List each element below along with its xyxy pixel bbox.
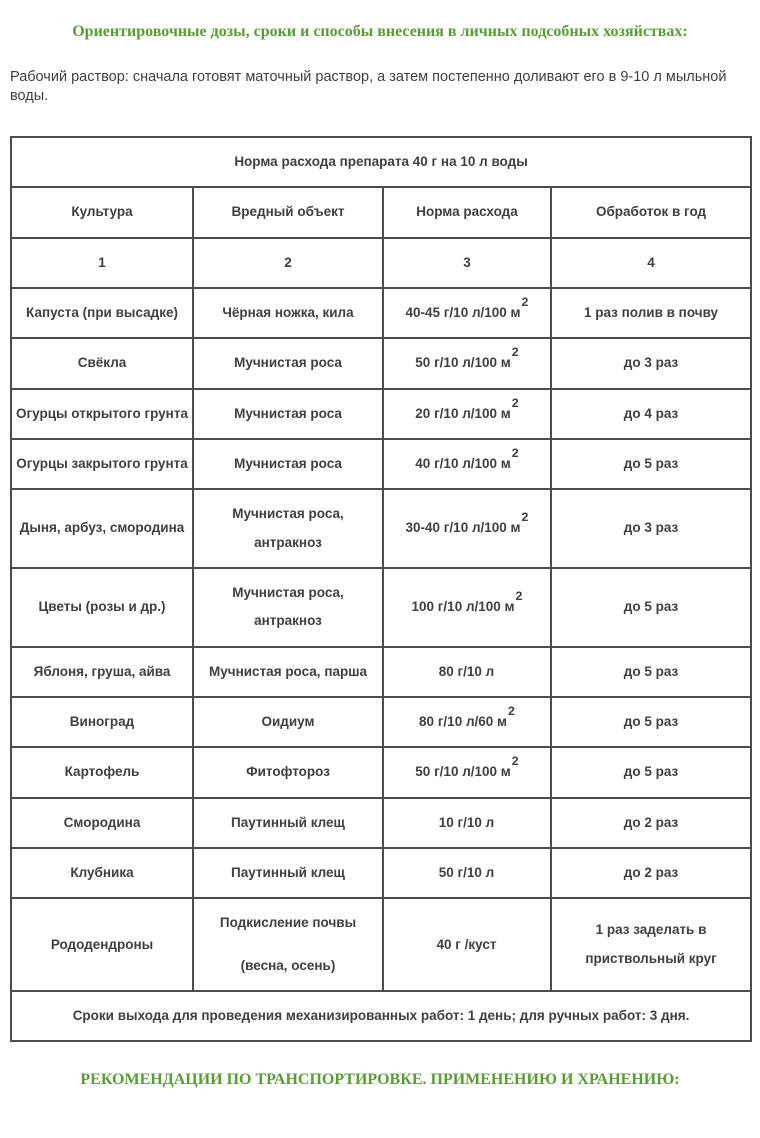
table-row bbox=[11, 288, 751, 338]
cell-treatments: до 2 раз bbox=[551, 848, 751, 898]
table-row bbox=[11, 798, 751, 848]
cell-norm: 50 г/10 л bbox=[383, 848, 551, 898]
cell-pest: Мучнистая роса bbox=[193, 389, 383, 439]
cell-treatments: до 5 раз bbox=[551, 647, 751, 697]
cell-culture: Свёкла bbox=[11, 338, 193, 388]
cell-norm: 100 г/10 л/100 $м^2$ bbox=[383, 568, 551, 647]
cell-pest: Оидиум bbox=[193, 697, 383, 747]
dosage-table bbox=[10, 136, 752, 1043]
table-caption: Норма расхода препарата 40 г на 10 л воды bbox=[11, 137, 751, 187]
cell-treatments: 1 раз заделать в приствольный круг bbox=[551, 898, 751, 991]
cell-pest: Подкисление почвы (весна, осень) bbox=[193, 898, 383, 991]
cell-norm: 10 г/10 л bbox=[383, 798, 551, 848]
cell-pest: Паутинный клещ bbox=[193, 798, 383, 848]
cell-culture: Клубника bbox=[11, 848, 193, 898]
superscript: 2 bbox=[511, 345, 519, 360]
cell-culture: Огурцы открытого грунта bbox=[11, 389, 193, 439]
intro-paragraph: Рабочий раствор: сначала готовят маточный раствор, а затем постепенно доливают его в 9-10 л мыльной воды. bbox=[10, 69, 727, 105]
cell-culture: Цветы (розы и др.) bbox=[11, 568, 193, 647]
cell-culture: Капуста (при высадке) bbox=[11, 288, 193, 338]
cell-norm: 80 г/10 л bbox=[383, 647, 551, 697]
cell-pest: Паутинный клещ bbox=[193, 848, 383, 898]
table-row bbox=[11, 848, 751, 898]
table-footer-note: Сроки выхода для проведения механизированных работ: 1 день; для ручных работ: 3 дня. bbox=[11, 991, 751, 1041]
column-number: 2 bbox=[193, 238, 383, 288]
cell-treatments: до 4 раз bbox=[551, 389, 751, 439]
table-caption-row bbox=[11, 137, 751, 187]
cell-pest: Мучнистая роса, парша bbox=[193, 647, 383, 697]
cell-norm: 50 г/10 л/100 $м^2$ bbox=[383, 338, 551, 388]
table-row bbox=[11, 389, 751, 439]
table-row bbox=[11, 489, 751, 568]
cell-treatments: до 5 раз bbox=[551, 568, 751, 647]
superscript: 2 bbox=[511, 754, 519, 769]
cell-norm: 30-40 г/10 л/100 $м^2$ bbox=[383, 489, 551, 568]
cell-culture: Яблоня, груша, айва bbox=[11, 647, 193, 697]
table-row bbox=[11, 898, 751, 991]
cell-norm: 80 г/10 л/60 $м^2$ bbox=[383, 697, 551, 747]
table-row bbox=[11, 697, 751, 747]
superscript: 2 bbox=[521, 294, 529, 309]
table-footer-row bbox=[11, 991, 751, 1041]
cell-treatments: до 3 раз bbox=[551, 338, 751, 388]
column-header-culture: Культура bbox=[11, 187, 193, 237]
column-numbers-row bbox=[11, 238, 751, 288]
cell-pest: Мучнистая роса bbox=[193, 338, 383, 388]
cell-culture: Виноград bbox=[11, 697, 193, 747]
cell-treatments: 1 раз полив в почву bbox=[551, 288, 751, 338]
superscript: 2 bbox=[515, 589, 523, 604]
cell-culture: Картофель bbox=[11, 747, 193, 797]
cell-norm: 50 г/10 л/100 $м^2$ bbox=[383, 747, 551, 797]
document-page bbox=[0, 22, 760, 1090]
cell-norm: 40 г /куст bbox=[383, 898, 551, 991]
cell-treatments: до 3 раз bbox=[551, 489, 751, 568]
table-header-row bbox=[11, 187, 751, 237]
cell-treatments: до 2 раз bbox=[551, 798, 751, 848]
cell-norm: 40 г/10 л/100 $м^2$ bbox=[383, 439, 551, 489]
cell-culture: Смородина bbox=[11, 798, 193, 848]
cell-culture: Рододендроны bbox=[11, 898, 193, 991]
cell-culture: Огурцы закрытого грунта bbox=[11, 439, 193, 489]
column-number: 1 bbox=[11, 238, 193, 288]
table-row bbox=[11, 747, 751, 797]
superscript: 2 bbox=[511, 395, 519, 410]
cell-treatments: до 5 раз bbox=[551, 747, 751, 797]
bottom-heading: РЕКОМЕНДАЦИИ ПО ТРАНСПОРТИРОВКЕ. ПРИМЕНЕНИЮ И ХРАНЕНИЮ: bbox=[80, 1071, 680, 1089]
cell-treatments: до 5 раз bbox=[551, 439, 751, 489]
page-title: Ориентировочные дозы, сроки и способы внесения в личных подсобных хозяйствах: bbox=[72, 23, 688, 40]
cell-norm: 20 г/10 л/100 $м^2$ bbox=[383, 389, 551, 439]
superscript: 2 bbox=[521, 510, 529, 525]
cell-pest: Мучнистая роса, антракноз bbox=[193, 568, 383, 647]
column-number: 4 bbox=[551, 238, 751, 288]
table-row bbox=[11, 338, 751, 388]
column-number: 3 bbox=[383, 238, 551, 288]
superscript: 2 bbox=[511, 445, 519, 460]
cell-culture: Дыня, арбуз, смородина bbox=[11, 489, 193, 568]
cell-norm: 40-45 г/10 л/100 $м^2$ bbox=[383, 288, 551, 338]
cell-pest: Мучнистая роса bbox=[193, 439, 383, 489]
cell-pest: Чёрная ножка, кила bbox=[193, 288, 383, 338]
column-header-norm: Норма расхода bbox=[383, 187, 551, 237]
cell-treatments: до 5 раз bbox=[551, 697, 751, 747]
table-row bbox=[11, 568, 751, 647]
cell-pest: Мучнистая роса, антракноз bbox=[193, 489, 383, 568]
column-header-treatments: Обработок в год bbox=[551, 187, 751, 237]
table-row bbox=[11, 439, 751, 489]
superscript: 2 bbox=[508, 703, 515, 718]
table-row bbox=[11, 647, 751, 697]
cell-pest: Фитофтороз bbox=[193, 747, 383, 797]
column-header-pest: Вредный объект bbox=[193, 187, 383, 237]
